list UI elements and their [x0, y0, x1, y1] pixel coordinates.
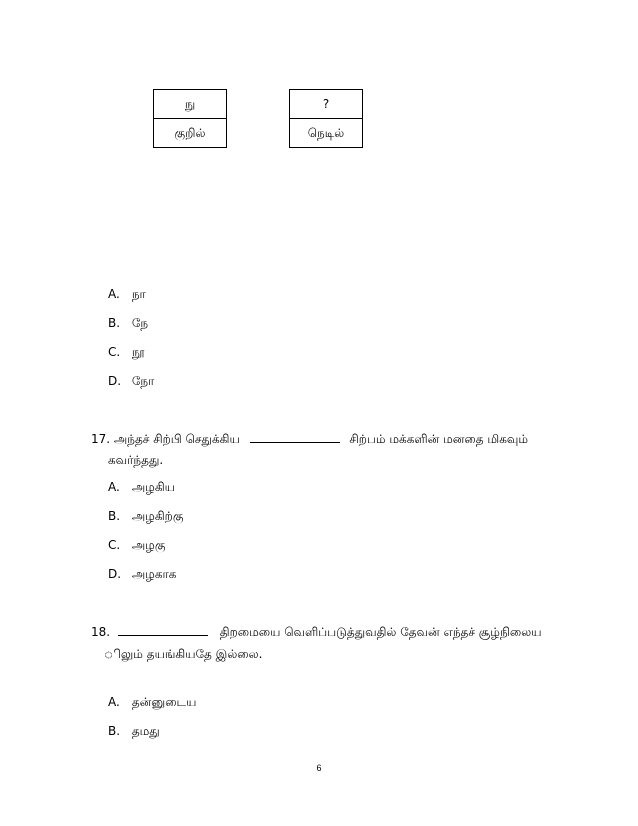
kuril-label: குறில் — [174, 126, 206, 140]
q18-blank[interactable] — [118, 625, 208, 636]
q17-option-d[interactable] — [108, 567, 176, 583]
option-text: தமது — [131, 724, 160, 738]
nedil-box — [289, 89, 363, 148]
option-text: நூ — [131, 345, 145, 359]
option-text: நோ — [131, 374, 155, 388]
option-text: தன்னுடைய — [131, 695, 197, 709]
option-letter: A. — [108, 480, 120, 494]
option-text: அழகிய — [131, 480, 175, 494]
option-letter: C. — [108, 345, 121, 359]
q17-line2: கவர்ந்தது. — [108, 453, 164, 467]
option-letter: A. — [108, 287, 120, 301]
q17-blank[interactable] — [250, 432, 340, 443]
q16-option-b[interactable] — [108, 316, 148, 332]
q18-text-after: திறமையை வெளிப்படுத்துவதில் தேவன் எந்தச் சூழ்நிலைய — [219, 625, 542, 639]
nedil-label: நெடில் — [307, 126, 345, 140]
q17-text-after: சிற்பம் மக்களின் மனதை மிகவும் — [349, 432, 529, 446]
option-text: நா — [131, 287, 146, 301]
q17-option-b[interactable] — [108, 509, 183, 525]
kuril-letter: நு — [154, 90, 226, 119]
question-number: 18. — [91, 625, 111, 639]
q16-option-d[interactable] — [108, 374, 154, 390]
q18-line2: ிலும் தயங்கியதே இல்லை. — [104, 647, 263, 661]
q18-line1 — [91, 625, 542, 641]
option-letter: C. — [108, 538, 121, 552]
option-letter: B. — [108, 724, 121, 738]
option-letter: D. — [108, 374, 122, 388]
option-text: அழகிற்கு — [131, 509, 184, 523]
q18-option-b[interactable] — [108, 724, 160, 740]
option-letter: B. — [108, 509, 121, 523]
option-letter: D. — [108, 567, 122, 581]
option-letter: B. — [108, 316, 121, 330]
option-text: அழகு — [131, 538, 166, 552]
q17-option-c[interactable] — [108, 538, 165, 554]
option-text: அழகாக — [131, 567, 177, 581]
question-number: 17. — [91, 432, 111, 446]
q16-option-c[interactable] — [108, 345, 144, 361]
option-letter: A. — [108, 695, 120, 709]
q17-line1 — [91, 432, 528, 448]
page-number: 6 — [316, 763, 322, 773]
nedil-letter: ? — [290, 90, 362, 119]
option-text: நே — [131, 316, 149, 330]
kuril-box — [153, 89, 227, 148]
q16-option-a[interactable] — [108, 287, 146, 303]
q17-text-before: அந்தச் சிற்பி செதுக்கிய — [113, 432, 240, 446]
q17-option-a[interactable] — [108, 480, 175, 496]
q18-option-a[interactable] — [108, 695, 196, 711]
